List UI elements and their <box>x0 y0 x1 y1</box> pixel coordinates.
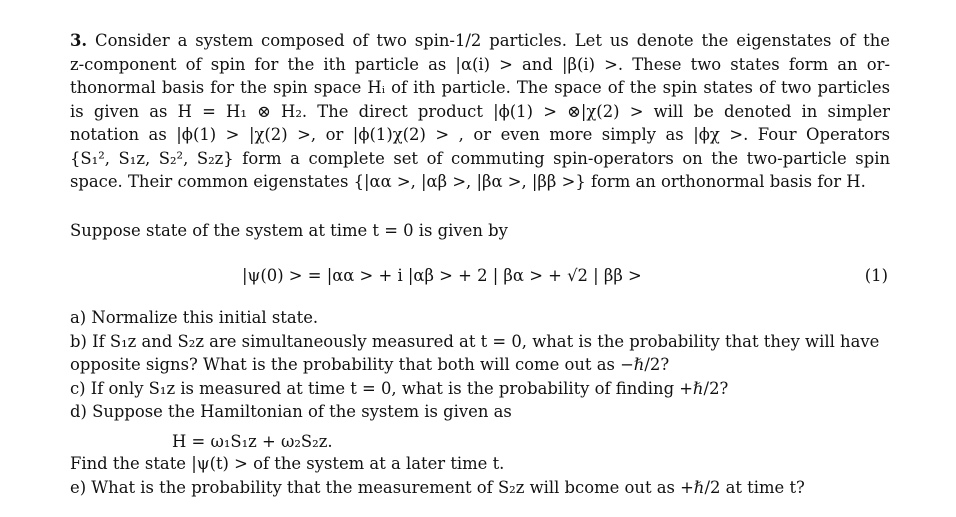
intro-line-6: {S₁², S₁z, S₂², S₂z} form a complete set of commuting spin-operators on the two-particle spin <box>70 148 890 168</box>
part-c: c) If only S₁z is measured at time t = 0, what is the probability of finding +ℏ/2? <box>70 378 729 398</box>
question-parts-continued <box>70 452 890 499</box>
intro-line-2: z-component of spin for the ith particle as |α(i) > and |β(i) >. These two states form an or- <box>70 54 890 74</box>
part-e: e) What is the probability that the measurement of S₂z will bcome out as +ℏ/2 at time t? <box>70 477 805 497</box>
part-a: a) Normalize this initial state. <box>70 308 319 327</box>
suppose-text: Suppose state of the system at time t = 0 is given by <box>70 221 508 240</box>
intro-line-3: thonormal basis for the spin space Hᵢ of ith particle. The space of the spin states of two particles <box>70 78 890 97</box>
equation-number: (1) <box>864 266 888 285</box>
part-b-line-1: b) If S₁z and S₂z are simultaneously measured at t = 0, what is the probability that they will have <box>70 331 880 351</box>
problem-intro <box>70 29 890 194</box>
equation-1 <box>70 264 890 288</box>
intro-line-5: notation as |ϕ(1) > |χ(2) >, or |ϕ(1)χ(2) > , or even more simply as |ϕχ >. Four Operators <box>70 125 890 144</box>
intro-line-4: is given as H = H₁ ⊗ H₂. The direct product |ϕ(1) > ⊗|χ(2) > will be denoted in simpler <box>70 101 890 121</box>
intro-line-1: Consider a system composed of two spin-1/2 particles. Let us denote the eigenstates of the <box>95 31 890 50</box>
question-parts <box>70 306 890 424</box>
equation-body: |ψ(0) > = |αα > + i |αβ > + 2 | βα > + √2 | ββ > <box>242 266 642 285</box>
part-d: d) Suppose the Hamiltonian of the system is given as <box>70 402 512 421</box>
part-d-find-state: Find the state |ψ(t) > of the system at a later time t. <box>70 454 505 473</box>
problem-number: 3. <box>70 31 88 50</box>
intro-line-7: space. Their common eigenstates {|αα >, |αβ >, |βα >, |ββ >} form an orthonormal basis for H. <box>70 172 866 191</box>
hamiltonian-equation: H = ω₁S₁z + ω₂S₂z. <box>172 432 333 451</box>
part-b-line-2: opposite signs? What is the probability that both will come out as −ℏ/2? <box>70 355 670 374</box>
